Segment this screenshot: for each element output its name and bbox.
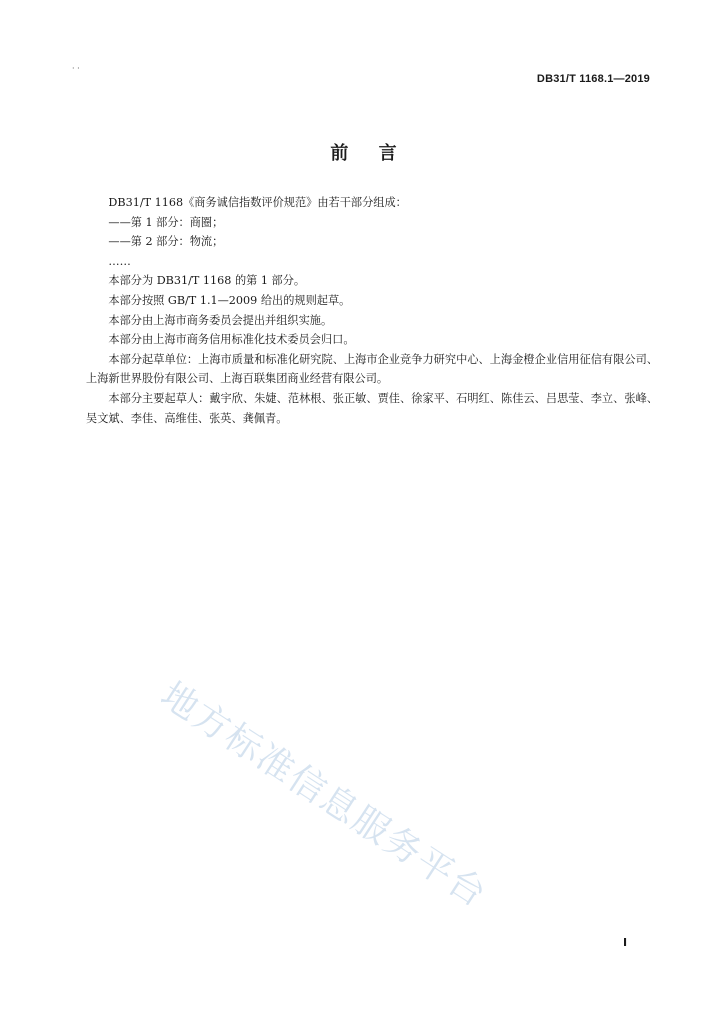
standard-id: DB31/T 1168.1—2019	[536, 73, 650, 85]
paragraph-part-statement: 本部分为 DB31/T 1168 的第 1 部分。	[108, 274, 306, 288]
watermark: 地方标准信息服务平台	[153, 674, 495, 917]
paragraph-drafting-units: 本部分起草单位：上海市质量和标准化研究院、上海市企业竞争力研究中心、上海金橙企业信用征信有限公司、上海新世界股份有限公司、上海百联集团商业经营有限公司。	[86, 352, 658, 386]
paragraph-drafters: 本部分主要起草人：戴宇欣、朱婕、范林根、张正敏、贾佳、徐家平、石明红、陈佳云、吕思莹、李立、张峰、吴文斌、李佳、高维佳、张英、龚佩青。	[86, 391, 658, 425]
paragraph-composition: DB31/T 1168《商务诚信指数评价规范》由若干部分组成：	[108, 196, 407, 209]
list-item-part-2: ——第 2 部分：物流；	[108, 235, 224, 249]
list-item-part-1: ——第 1 部分：商圈；	[108, 215, 224, 229]
title-char-1: 前	[330, 143, 349, 164]
list-ellipsis: ……	[108, 254, 131, 268]
foreword-body	[86, 193, 658, 428]
page-number: Ⅰ	[623, 936, 628, 949]
title-char-2: 言	[378, 143, 397, 164]
paragraph-centralized: 本部分由上海市商务信用标准化技术委员会归口。	[108, 333, 355, 347]
paragraph-proposer: 本部分由上海市商务委员会提出并组织实施。	[108, 313, 333, 327]
paragraph-drafting-rules: 本部分按照 GB/T 1.1—2009 给出的规则起草。	[108, 293, 351, 307]
page-title	[0, 139, 727, 165]
scan-artifact: · ·	[72, 64, 80, 73]
